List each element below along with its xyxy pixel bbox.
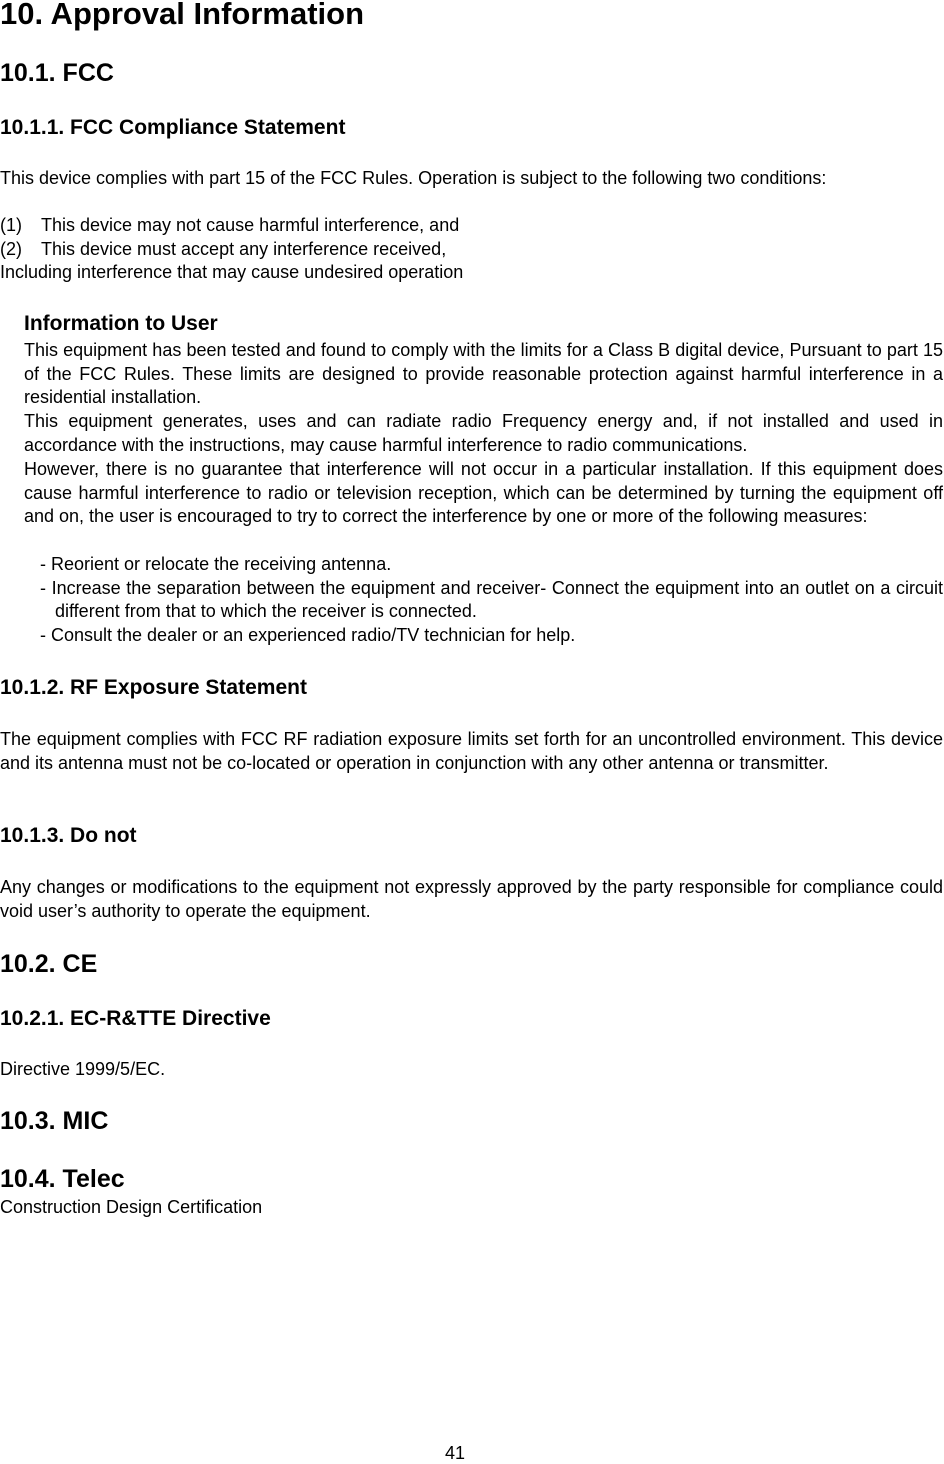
section-heading-ce: 10.2. CE (0, 950, 98, 978)
list-item-number: (1) (0, 215, 22, 235)
do-not-text: Any changes or modifications to the equipment not expressly approved by the party responsible for compliance could void user’s authority to operate the equipment. (0, 877, 943, 921)
interference-measures-list (40, 553, 943, 647)
list-item: - Increase the separation between the equipment and receiver- Connect the equipment into an outlet on a circuit different from that to which the receiver is connected. (40, 577, 943, 621)
section-heading-telec: 10.4. Telec (0, 1165, 125, 1193)
fcc-conditions-list (0, 214, 943, 261)
rf-exposure-text: The equipment complies with FCC RF radiation exposure limits set forth for an uncontrolled environment. This device and its antenna must not be co-located or operation in conjunction with any other antenna or transmitter. (0, 729, 943, 773)
user-info-paragraph-3: However, there is no guarantee that interference will not occur in a particular installation. If this equipment does cause harmful interference to radio or television reception, which can be determined by turning the equipment off and on, the user is encouraged to try to correct the interference by one or more of the following measures: (24, 459, 943, 526)
subsection-heading-ec-rtte: 10.2.1. EC-R&TTE Directive (0, 1007, 271, 1030)
user-info-paragraph-2: This equipment generates, uses and can radiate radio Frequency energy and, if not installed and used in accordance with the instructions, may cause harmful interference to radio communications. (24, 411, 943, 455)
section-heading-fcc: 10.1. FCC (0, 59, 114, 87)
list-item-number: (2) (0, 238, 22, 259)
list-item-text: This device must accept any interference received, (41, 238, 447, 259)
section-heading-mic: 10.3. MIC (0, 1107, 109, 1135)
subsection-heading-rf-exposure: 10.1.2. RF Exposure Statement (0, 676, 307, 699)
page-title: 10. Approval Information (0, 0, 365, 31)
fcc-compliance-closing: Including interference that may cause undesired operation (0, 262, 464, 282)
list-item: - Reorient or relocate the receiving antenna. (40, 554, 392, 574)
list-item (0, 214, 943, 238)
user-info-heading: Information to User (24, 312, 218, 335)
user-info-paragraph-1: This equipment has been tested and found to comply with the limits for a Class B digital device, Pursuant to part 15 of the FCC Rules. These limits are designed to provide reasonable protection against harmful interference in a residential installation. (24, 340, 943, 407)
directive-text: Directive 1999/5/EC. (0, 1059, 166, 1079)
list-item: - Consult the dealer or an experienced radio/TV technician for help. (40, 624, 576, 645)
list-item-text: This device may not cause harmful interference, and (41, 215, 460, 235)
fcc-compliance-intro: This device complies with part 15 of the FCC Rules. Operation is subject to the following two conditions: (0, 168, 827, 188)
telec-text: Construction Design Certification (0, 1197, 263, 1217)
page-number: 41 (444, 1443, 466, 1463)
list-item (0, 238, 943, 262)
subsection-heading-do-not: 10.1.3. Do not (0, 824, 137, 847)
subsection-heading-fcc-compliance: 10.1.1. FCC Compliance Statement (0, 116, 346, 139)
